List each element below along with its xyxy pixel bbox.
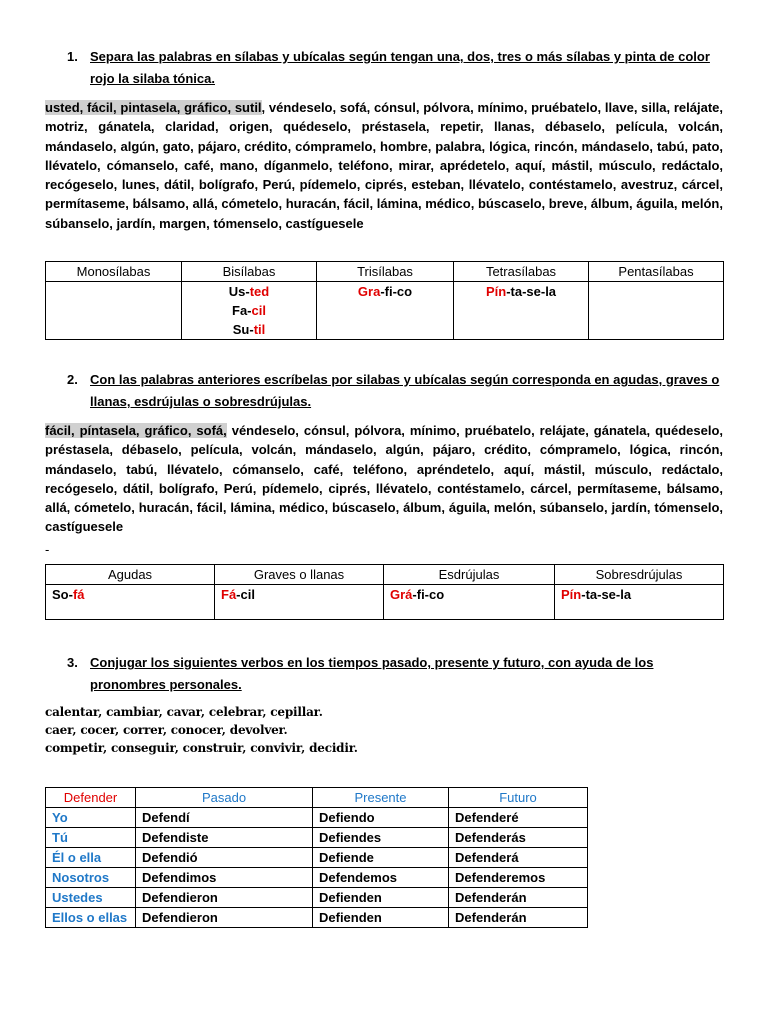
presente: Defiendo [313,808,449,828]
table-row [46,808,588,828]
cell-sobresdrujulas [555,585,724,620]
tonic-syllable: ted [249,284,270,299]
section1-highlighted-words: usted, fácil, pintasela, gráfico, sutil [45,100,262,115]
pronoun: Ustedes [46,888,136,908]
bisilaba-item [182,282,316,301]
tonic-syllable: Pín [485,284,507,299]
futuro: Defenderá [449,848,588,868]
presente: Defiende [313,848,449,868]
bisilaba-item [182,320,316,339]
tonic-syllable: Gra [357,284,381,299]
header-monosilabas: Monosílabas [46,262,182,282]
accent-classification-table [45,564,724,620]
verb-line: caer, cocer, correr, conocer, devolver. [45,723,288,737]
syllable: So- [52,587,73,602]
pronoun: Nosotros [46,868,136,888]
table-header-row [46,565,724,585]
tonic-syllable: til [253,322,266,337]
syllable-count-table [45,261,724,340]
header-bisilabas: Bisílabas [182,262,317,282]
table-row [46,828,588,848]
pasado: Defendí [136,808,313,828]
presente: Defienden [313,888,449,908]
cell-agudas [46,585,215,620]
presente: Defendemos [313,868,449,888]
pasado: Defendieron [136,908,313,928]
pronoun: Tú [46,828,136,848]
cell-monosilabas [46,282,182,340]
cell-esdrujulas [384,585,555,620]
syllable: -ta-se-la [506,284,557,299]
section2-instruction: Con las palabras anteriores escríbelas por silabas y ubícalas según corresponda en agudas, graves o llanas, esdrújulas o sobresdrújulas. [90,372,720,409]
bisilaba-item [182,301,316,320]
table-row [46,888,588,908]
syllable: Us- [228,284,250,299]
verb-header: Defender [46,788,136,808]
syllable: -fi-co [412,587,445,602]
section1-heading [67,46,727,90]
cell-pentasilabas [589,282,724,340]
tonic-syllable: Pín [561,587,582,602]
section1-word-list [45,98,723,233]
pronoun: Ellos o ellas [46,908,136,928]
header-pentasilabas: Pentasílabas [589,262,724,282]
syllable: -cil [236,587,255,602]
verb-line: calentar, cambiar, cavar, celebrar, cepillar. [45,705,323,719]
presente: Defiendes [313,828,449,848]
futuro: Defenderán [449,908,588,928]
tonic-syllable: fá [72,587,85,602]
header-tetrasilabas: Tetrasílabas [454,262,589,282]
pasado: Defendiste [136,828,313,848]
header-agudas: Agudas [46,565,215,585]
conjugation-table [45,787,588,928]
header-trisilabas: Trisílabas [317,262,454,282]
syllable: -fi-co [380,284,413,299]
table-row [46,848,588,868]
cell-trisilabas [317,282,454,340]
table-row [46,908,588,928]
table-header-row [46,788,588,808]
futuro: Defenderán [449,888,588,908]
section2-heading [67,369,727,413]
tonic-syllable: Grá [390,587,413,602]
futuro: Defenderás [449,828,588,848]
section3-heading [67,652,727,696]
pasado: Defendieron [136,888,313,908]
header-presente: Presente [313,788,449,808]
table-row [46,868,588,888]
section2-highlighted-words: fácil, píntasela, gráfico, sofá, [45,423,227,438]
table-row [46,282,724,340]
syllable: Fa- [232,303,252,318]
header-esdrujulas: Esdrújulas [384,565,555,585]
futuro: Defenderé [449,808,588,828]
section1-number: 1. [67,49,78,64]
header-pasado: Pasado [136,788,313,808]
pasado: Defendimos [136,868,313,888]
section1-instruction: Separa las palabras en sílabas y ubícalas según tengan una, dos, tres o más sílabas y pinta de color rojo la silaba tónica. [90,49,710,86]
pronoun: Él o ella [46,848,136,868]
pronoun: Yo [46,808,136,828]
cell-graves [215,585,384,620]
verb-list [45,703,358,757]
tonic-syllable: Fá [221,587,237,602]
verb-line: competir, conseguir, construir, convivir, decidir. [45,741,358,755]
pasado: Defendió [136,848,313,868]
futuro: Defenderemos [449,868,588,888]
tonic-syllable: cil [251,303,266,318]
section1-words: , véndeselo, sofá, cónsul, pólvora, mínimo, pruébatelo, llave, silla, relájate, motriz, gánatela, claridad, origen, quédeselo, préstasela, repetir, llanas, débaselo, película, volcán, mándaselo, algún, gato, pájaro, crédito, cómpramelo, hombre, palabra, lógica, rincón, mándaselo, tabú, pato, llévatelo, cómanselo, café, mano, díganmelo, teléfono, mirar, aprédetelo, aquí, mástil, músculo, redáctalo, recógeselo, lunes, dátil, bolígrafo, Perú, pídemelo, ciprés, esteban, llévatelo, contéstamelo, avestruz, cárcel, permítaseme, bálsamo, allá, cómetelo, huracán, fácil, lámina, médico, búscaselo, breve, álbum, águila, melón, súbanselo, jardín, margen, tómenselo, castíguesele [45,100,723,231]
section2-word-list [45,421,723,537]
header-graves: Graves o llanas [215,565,384,585]
cell-bisilabas [182,282,317,340]
section2-number: 2. [67,372,78,387]
syllable: -ta-se-la [581,587,632,602]
syllable: Su- [232,322,254,337]
stray-dash: - [45,542,50,557]
header-sobresdrujulas: Sobresdrújulas [555,565,724,585]
header-futuro: Futuro [449,788,588,808]
section3-instruction: Conjugar los siguientes verbos en los tiempos pasado, presente y futuro, con ayuda de los pronombres personales. [90,655,654,692]
section3-number: 3. [67,655,78,670]
section2-words: véndeselo, cónsul, pólvora, mínimo, pruébatelo, relájate, gánatela, quédeselo, préstasela, débaselo, película, volcán, mándaselo, algún, pájaro, crédito, cómpramelo, lógica, rincón, mándaselo, tabú, llévatelo, cómanselo, café, teléfono, apréndetelo, aquí, mástil, músculo, redáctalo, recógeselo, dátil, bolígrafo, Perú, pídemelo, ciprés, llévatelo, contéstamelo, cárcel, permítaseme, bálsamo, allá, cómetelo, huracán, fácil, lámina, médico, búscaselo, álbum, águila, melón, súbanselo, jardín, tómenselo, castíguesele [45,423,723,535]
table-header-row [46,262,724,282]
cell-tetrasilabas [454,282,589,340]
table-row [46,585,724,620]
presente: Defienden [313,908,449,928]
